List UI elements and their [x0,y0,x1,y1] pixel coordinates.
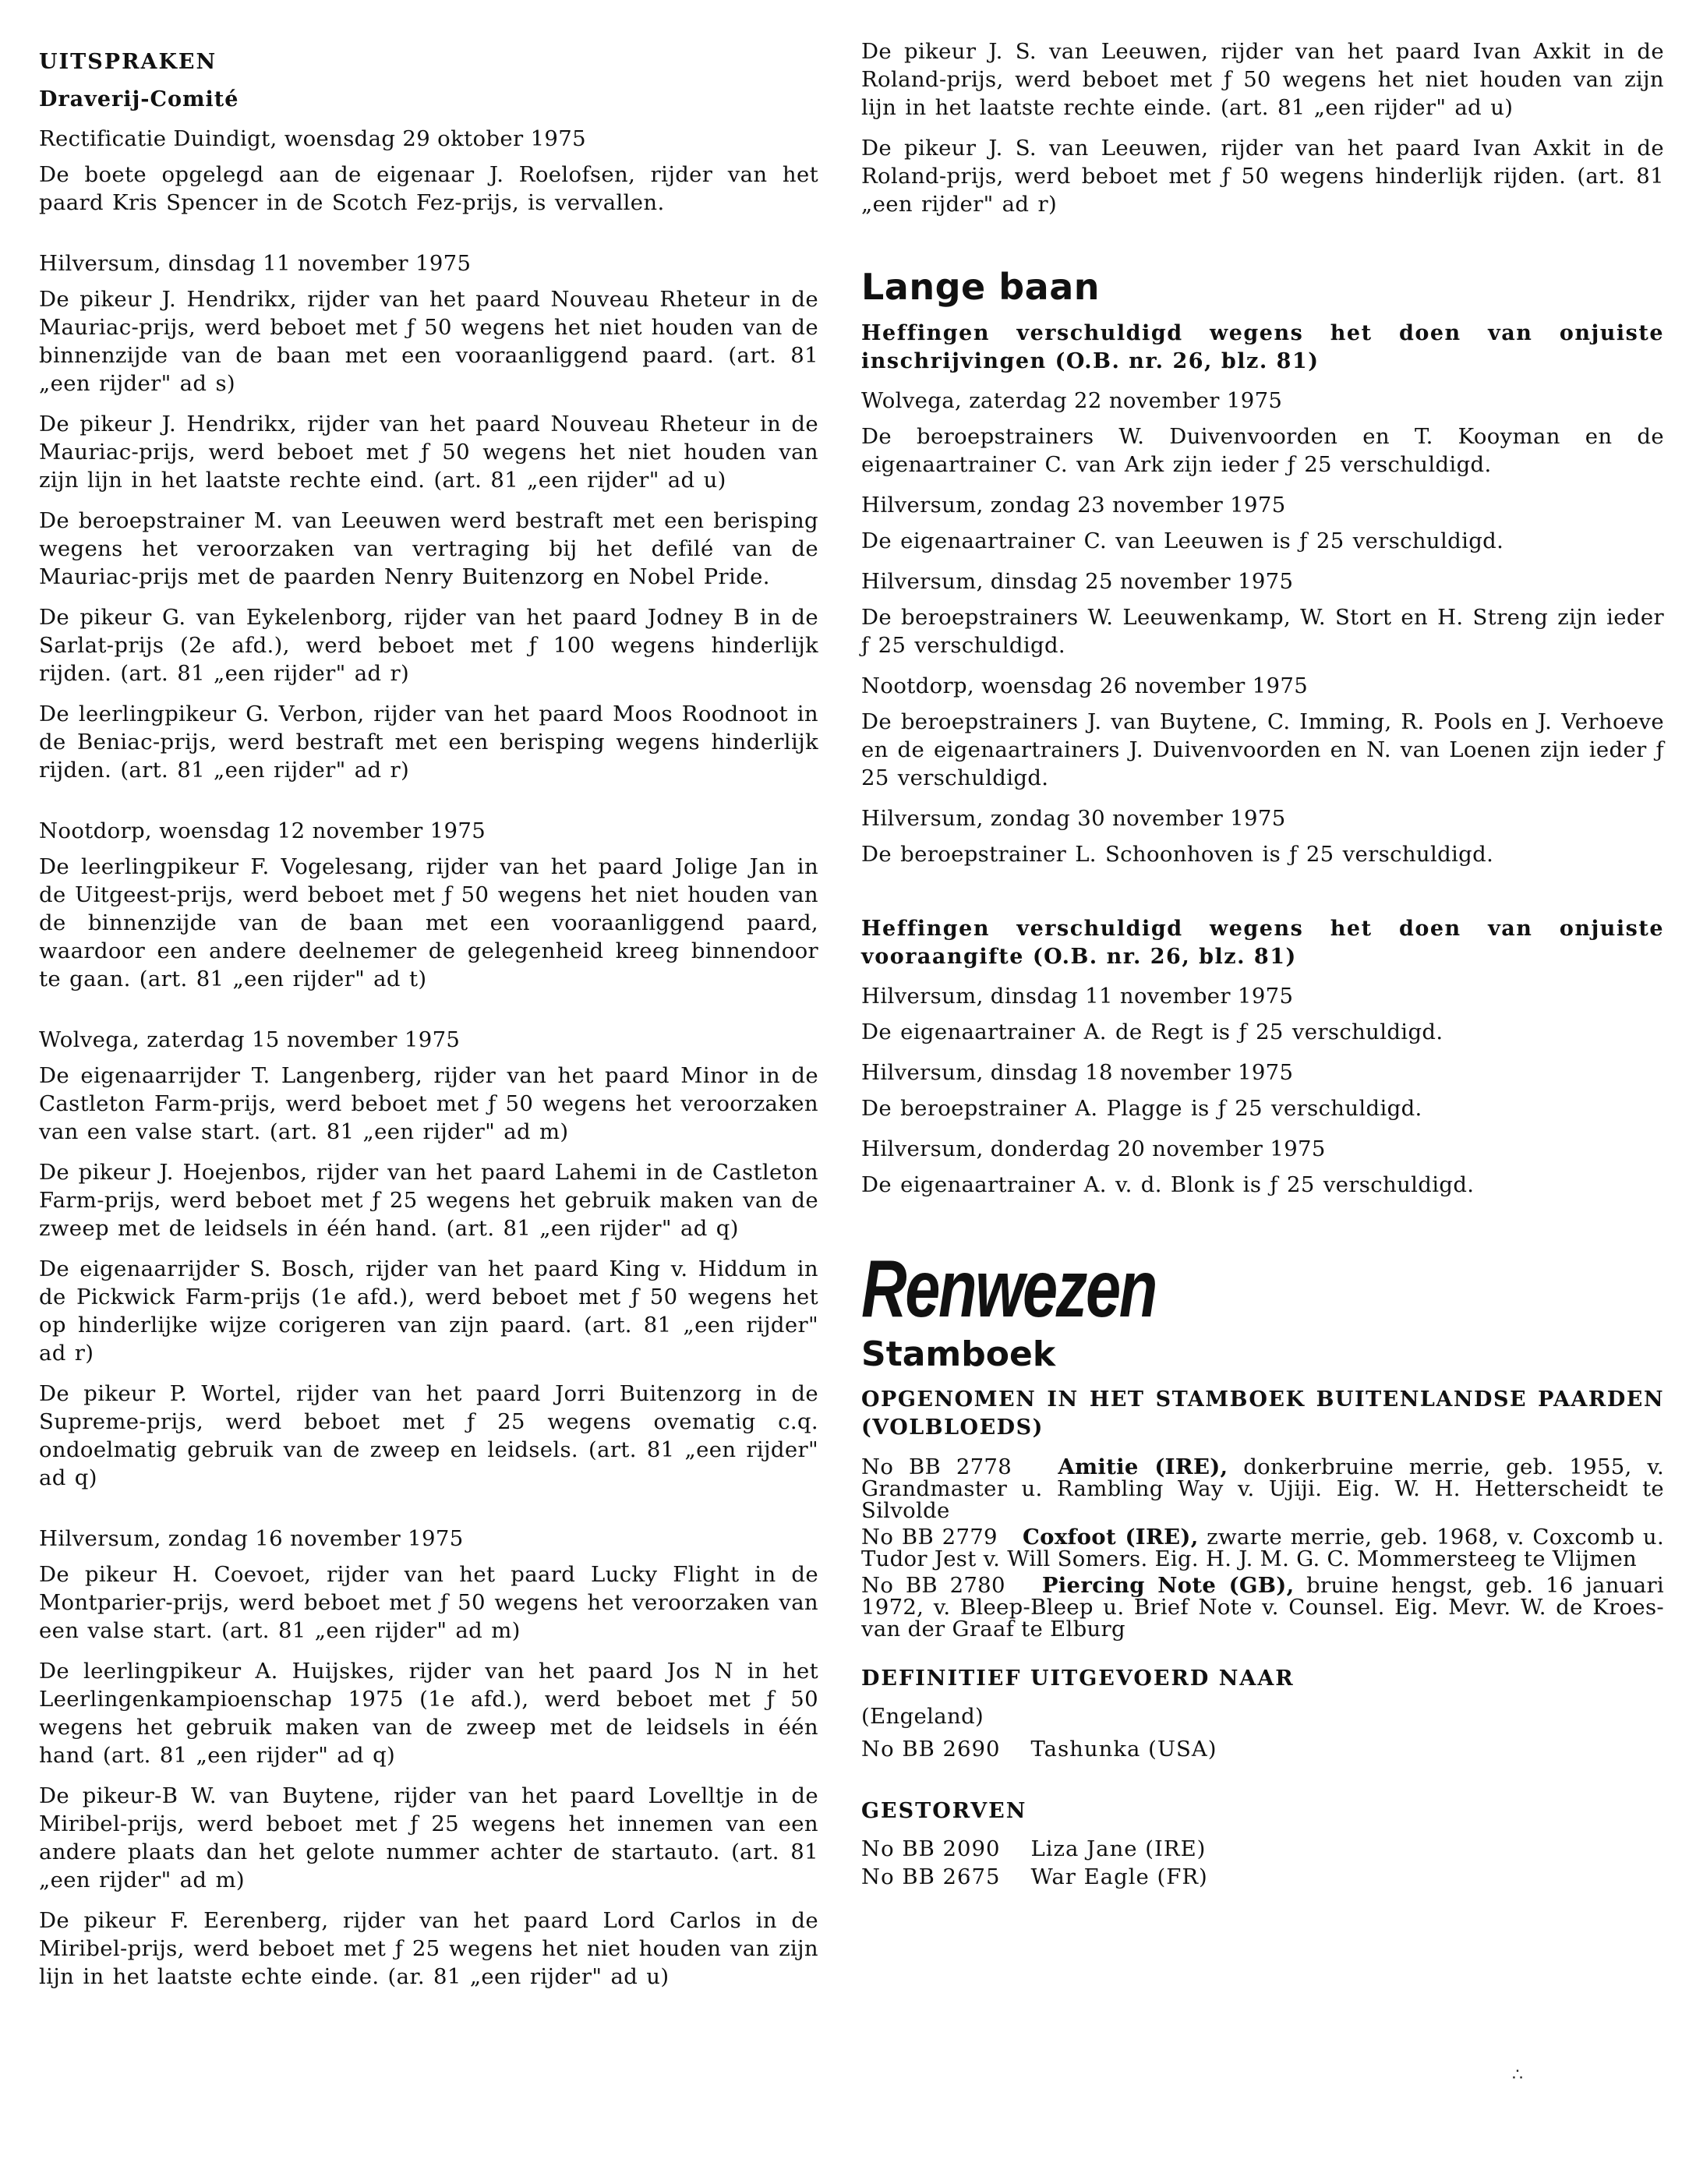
block-nootdorp-12-nov [39,817,818,993]
deceased-horse: No BB 2675 War Eagle (FR) [861,1864,1208,1889]
horse-name: Amitie (IRE), [1058,1454,1228,1479]
ruling-paragraph: De leerlingpikeur G. Verbon, rijder van het paard Moos Roodnoot in de Beniac-prijs, werd bestraft met een berisping wegens hinderlijk rijden. (art. 81 „een rijder" ad r) [39,701,818,783]
levy-date: Hilversum, dinsdag 25 november 1975 [861,569,1294,594]
entry-details: donkerbruine merrie, geb. 1955, v. Grandmaster u. Rambling Way v. Ujiji. Eig. W. H. Hetterscheidt te Silvolde [861,1454,1664,1523]
ruling-paragraph: De leerlingpikeur F. Vogelesang, rijder van het paard Jolige Jan in de Uitgeest-prijs, werd beboet met ƒ 50 wegens het niet houden van de binnenzijde van de baan met een vooraanliggend paard, waardoor een andere deelnemer de gelegenheid kreeg binnendoor te gaan. (art. 81 „een rijder" ad t) [39,854,818,991]
ruling-paragraph: De eigenaarrijder T. Langenberg, rijder van het paard Minor in de Castleton Farm-prijs, werd beboet met ƒ 50 wegens het veroorzaken van een valse start. (art. 81 „een rijder" ad m) [39,1063,818,1144]
ruling-paragraph: De leerlingpikeur A. Huijskes, rijder van het paard Jos N in het Leerlingenkampioenschap 1975 (1e afd.), werd beboet met ƒ 50 wegens het gebruik maken van de zweep met de leidsels in één hand (art. 81 „een rijder" ad q) [39,1659,818,1768]
ruling-paragraph: De pikeur G. van Eykelenborg, rijder van het paard Jodney B in de Sarlat-prijs (2e afd.), werd beboet met ƒ 100 wegens hinderlijk rijden. (art. 81 „een rijder" ad r) [39,605,818,686]
levy-text: De eigenaartrainer A. de Regt is ƒ 25 verschuldigd. [861,1020,1443,1044]
entry-number: No BB 2779 [861,1525,998,1550]
ruling-paragraph: De beroepstrainer M. van Leeuwen werd bestraft met een berisping wegens het veroorzaken van vertraging bij het defilé van de Mauriac-prijs met de paarden Nenry Buitenzorg en Nobel Pride. [39,508,818,589]
ruling-paragraph: De pikeur-B W. van Buytene, rijder van het paard Lovelltje in de Miribel-prijs, werd beboet met ƒ 25 wegens het innemen van een andere plaats dan het gelote nummer achter de startauto. (art. 81 „een rijder" ad m) [39,1783,818,1892]
heading-onjuiste-inschrijvingen: Heffingen verschuldigd wegens het doen van onjuiste inschrijvingen (O.B. nr. 26, blz. 81) [861,321,1664,373]
levy-text: De beroepstrainers J. van Buytene, C. Imming, R. Pools en J. Verhoeve en de eigenaartrainers J. Duivenvoorden en N. van Loenen zijn ieder ƒ 25 verschuldigd. [861,709,1664,790]
section-title-lange-baan: Lange baan [861,266,1100,308]
horse-name: Piercing Note (GB), [1041,1573,1295,1598]
exported-horse: No BB 2690 Tashunka (USA) [861,1737,1217,1762]
subheading-draverij-comite: Draverij-Comité [39,87,239,111]
block-date: Nootdorp, woensdag 12 november 1975 [39,818,486,843]
ruling-paragraph: De pikeur P. Wortel, rijder van het paard Jorri Buitenzorg in de Supreme-prijs, werd beboet met ƒ 25 wegens ovematig c.q. ondoelmatig gebruik van de zweep en leidsels. (art. 81 „een rijder" ad q) [39,1381,818,1490]
levy-date: Hilversum, donderdag 20 november 1975 [861,1136,1326,1161]
levy-list-vooraangifte [861,982,1664,1199]
stamboek-entry [861,1574,1664,1640]
levy-date: Hilversum, dinsdag 11 november 1975 [861,984,1294,1009]
heading-gestorven: GESTORVEN [861,1799,1027,1823]
ruling-paragraph: De eigenaarrijder S. Bosch, rijder van het paard King v. Hiddum in de Pickwick Farm-prijs (1e afd.), werd beboet met ƒ 50 wegens het op hinderlijke wijze corigeren van zijn paard. (art. 81 „een rijder" ad r) [39,1256,818,1366]
block-date: Hilversum, zondag 16 november 1975 [39,1526,464,1551]
levy-date: Hilversum, dinsdag 18 november 1975 [861,1060,1294,1085]
entry-details: bruine hengst, geb. 16 januari 1972, v. Bleep-Bleep u. Brief Note v. Counsel. Eig. Mevr. W. de Kroes-van der Graaf te Elburg [861,1573,1665,1642]
ruling-paragraph: De boete opgelegd aan de eigenaar J. Roelofsen, rijder van het paard Kris Spencer in de Scotch Fez-prijs, is vervallen. [39,162,818,215]
stamboek-entry [861,1456,1664,1521]
ruling-paragraph: De pikeur J. Hoejenbos, rijder van het paard Lahemi in de Castleton Farm-prijs, werd beboet met ƒ 25 wegens het gebruik maken van de zweep met de leidsels in één hand. (art. 81 „een rijder" ad q) [39,1160,818,1241]
ruling-paragraph: De pikeur H. Coevoet, rijder van het paard Lucky Flight in de Montparier-prijs, werd beboet met ƒ 50 wegens het veroorzaken van een valse start. (art. 81 „een rijder" ad m) [39,1562,818,1643]
ruling-paragraph: De pikeur J. S. van Leeuwen, rijder van het paard Ivan Axkit in de Roland-prijs, werd beboet met ƒ 50 wegens het niet houden van zijn lijn in het laatste rechte einde. (art. 81 „een rijder" ad u) [861,39,1664,120]
entry-details: zwarte merrie, geb. 1968, v. Coxcomb u. Tudor Jest v. Will Somers. Eig. H. J. M. G. C. Mommersteeg te Vlijmen [861,1525,1664,1571]
levy-list-inschrijvingen [861,387,1664,868]
heading-opgenomen-stamboek: OPGENOMEN IN HET STAMBOEK BUITENLANDSE PAARDEN (VOLBLOEDS) [861,1387,1664,1440]
levy-text: De beroepstrainers W. Leeuwenkamp, W. Stort en H. Streng zijn ieder ƒ 25 verschuldigd. [861,605,1664,658]
export-country: (Engeland) [861,1704,984,1729]
levy-text: De beroepstrainer A. Plagge is ƒ 25 verschuldigd. [861,1096,1422,1121]
levy-text: De beroepstrainer L. Schoonhoven is ƒ 25 verschuldigd. [861,842,1494,867]
levy-date: Nootdorp, woensdag 26 november 1975 [861,673,1309,698]
levy-text: De eigenaartrainer C. van Leeuwen is ƒ 25 verschuldigd. [861,528,1504,553]
block-wolvega-15-nov [39,1026,818,1492]
stamboek-entry [861,1526,1664,1570]
heading-definitief-uitgevoerd: DEFINITIEF UITGEVOERD NAAR [861,1666,1295,1691]
entry-number: No BB 2780 [861,1573,1005,1598]
levy-text: De eigenaartrainer A. v. d. Blonk is ƒ 25 verschuldigd. [861,1172,1475,1197]
levy-date: Hilversum, zondag 30 november 1975 [861,806,1286,831]
right-column [861,37,1664,1891]
section-heading-uitspraken: UITSPRAKEN [39,50,217,74]
block-date: Hilversum, dinsdag 11 november 1975 [39,251,472,276]
levy-date: Hilversum, zondag 23 november 1975 [861,493,1286,518]
section-title-stamboek: Stamboek [861,1334,1056,1374]
print-speck-mark: ∴ [1512,2066,1523,2085]
deceased-horse: No BB 2090 Liza Jane (IRE) [861,1836,1207,1861]
entry-number: No BB 2778 [861,1454,1012,1479]
block-hilversum-11-nov [39,249,818,784]
stamboek-entries [861,1456,1664,1640]
ruling-paragraph: De pikeur J. Hendrikx, rijder van het paard Nouveau Rheteur in de Mauriac-prijs, werd beboet met ƒ 50 wegens het niet houden van zijn lijn in het laatste rechte eind. (art. 81 „een rijder" ad u) [39,412,818,493]
banner-renwezen: Renwezen [861,1244,1156,1334]
ruling-paragraph: De pikeur J. S. van Leeuwen, rijder van het paard Ivan Axkit in de Roland-prijs, werd beboet met ƒ 50 wegens hinderlijk rijden. (art. 81 „een rijder" ad r) [861,136,1664,217]
block-date: Rectificatie Duindigt, woensdag 29 oktober 1975 [39,126,586,151]
block-duindigt [39,125,818,217]
block-date: Wolvega, zaterdag 15 november 1975 [39,1027,461,1052]
levy-text: De beroepstrainers W. Duivenvoorden en T. Kooyman en de eigenaartrainer C. van Ark zijn ieder ƒ 25 verschuldigd. [861,424,1664,477]
ruling-paragraph: De pikeur J. Hendrikx, rijder van het paard Nouveau Rheteur in de Mauriac-prijs, werd beboet met ƒ 50 wegens het niet houden van de binnenzijde van de baan met een vooraanliggend paard. (art. 81 „een rijder" ad s) [39,287,818,396]
block-hilversum-16-nov [39,1525,818,1991]
horse-name: Coxfoot (IRE), [1023,1525,1199,1550]
left-column [39,48,818,2003]
levy-date: Wolvega, zaterdag 22 november 1975 [861,388,1283,413]
heading-onjuiste-vooraangifte: Heffingen verschuldigd wegens het doen van onjuiste vooraangifte (O.B. nr. 26, blz. 81) [861,917,1664,969]
ruling-paragraph: De pikeur F. Eerenberg, rijder van het paard Lord Carlos in de Miribel-prijs, werd beboet met ƒ 25 wegens het niet houden van zijn lijn in het laatste echte einde. (ar. 81 „een rijder" ad u) [39,1908,818,1989]
